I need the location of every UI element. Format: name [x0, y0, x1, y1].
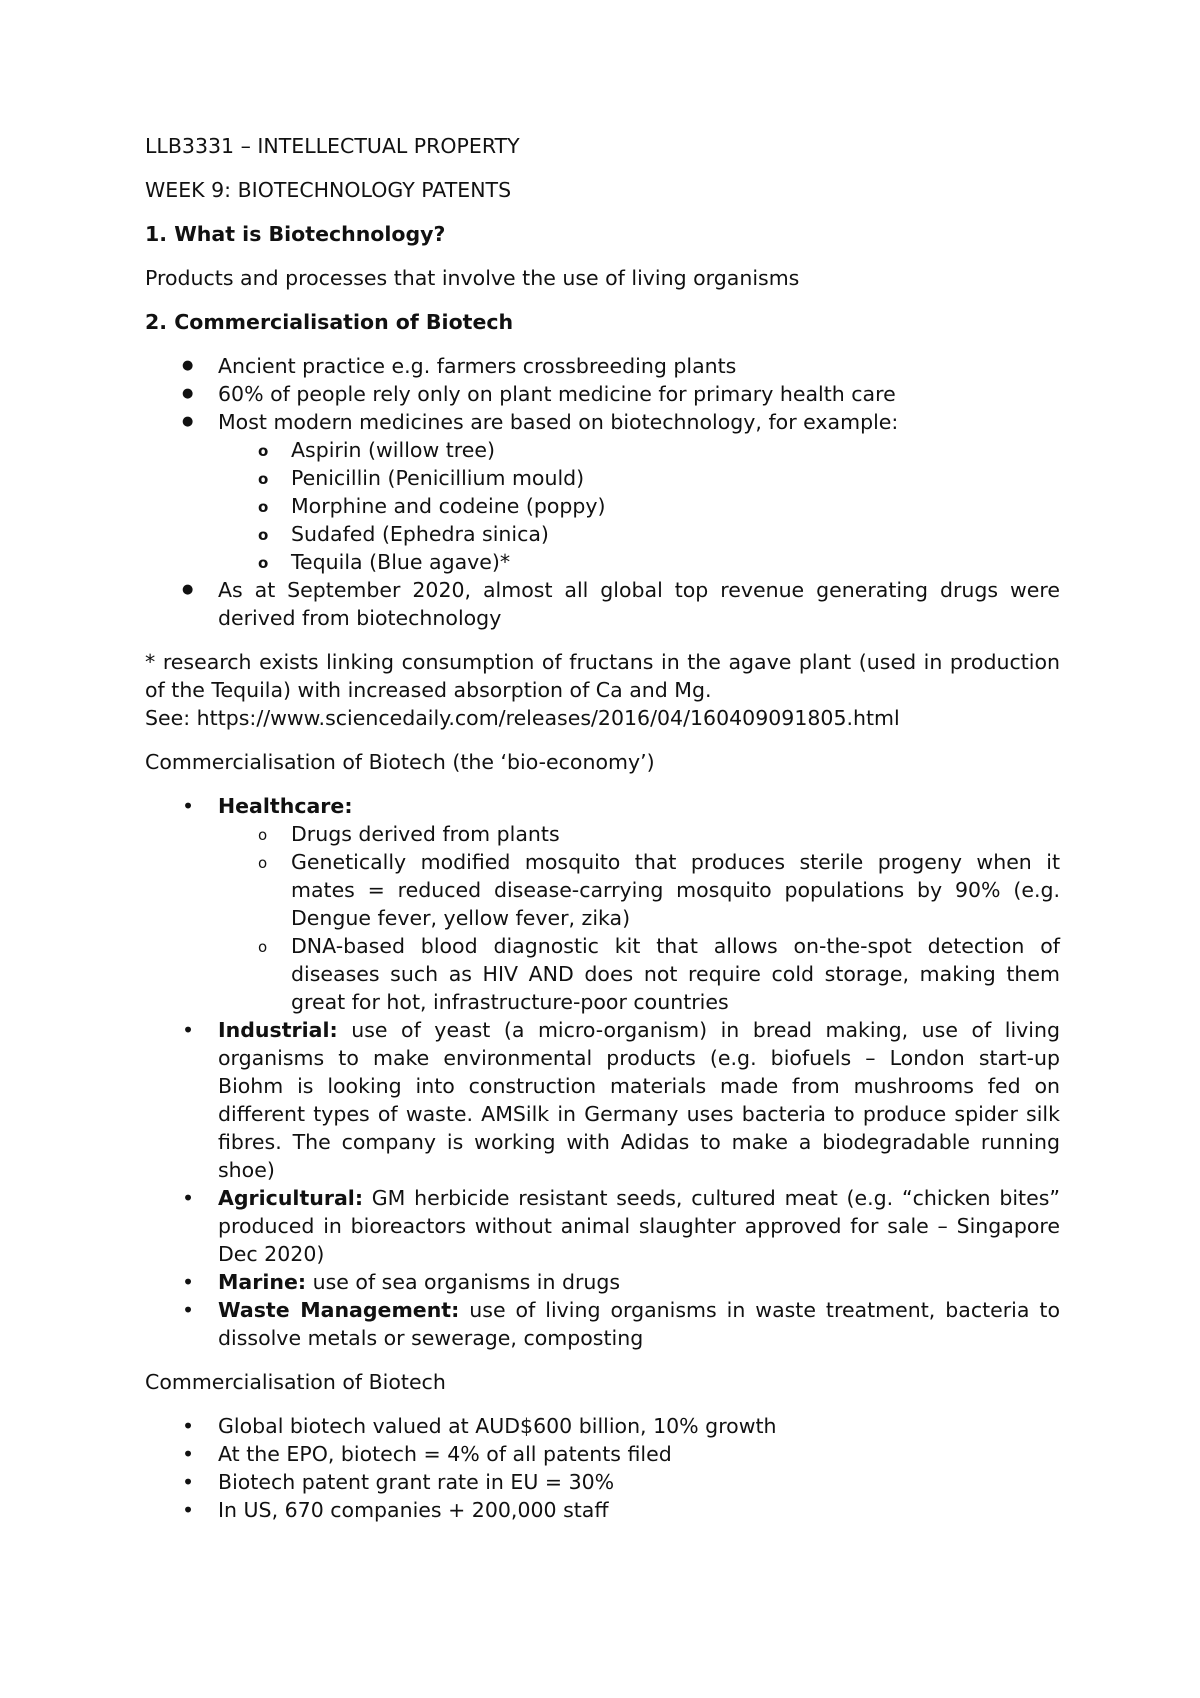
sub-list-item [145, 492, 1060, 520]
agricultural-text: GM herbicide resistant seeds, cultured meat (e.g. “chicken bites” produced in bioreactors without animal slaughter approved for sale – Singapore Dec 2020) [218, 1186, 1060, 1266]
bullet-icon: ● [182, 386, 194, 401]
list-item [145, 1412, 1060, 1440]
list-item-text: At the EPO, biotech = 4% of all patents filed [218, 1442, 672, 1466]
bullet-icon: • [182, 1298, 195, 1322]
list-item-text: Most modern medicines are based on biotechnology, for example: [218, 410, 899, 434]
sub-bullet-icon: o [258, 826, 268, 844]
sub-bullet-icon: o [258, 470, 269, 488]
sub-list-item [145, 464, 1060, 492]
list-item-healthcare [145, 792, 1060, 1016]
sub-list-item-text: Morphine and codeine (poppy) [291, 494, 606, 518]
section-heading-what-is-biotech: 1. What is Biotechnology? [145, 222, 446, 246]
footnote-text: * research exists linking consumption of fructans in the agave plant (used in production of the Tequila) with increased absorption of Ca and Mg. [145, 650, 1060, 702]
list-item [145, 1440, 1060, 1468]
bullet-icon: • [182, 1498, 195, 1522]
list-item [145, 352, 1060, 380]
bullet-icon: • [182, 1414, 195, 1438]
course-title: LLB3331 – INTELLECTUAL PROPERTY [145, 134, 520, 158]
bullet-icon: ● [182, 582, 194, 597]
commercialisation-list [145, 352, 1060, 632]
bullet-icon: • [182, 1442, 195, 1466]
bullet-icon: • [182, 1186, 195, 1210]
waste-text: use of living organisms in waste treatment, bacteria to dissolve metals or sewerage, composting [218, 1298, 1060, 1350]
industrial-text: use of yeast (a micro-organism) in bread making, use of living organisms to make environmental products (e.g. biofuels – London start-up Biohm is looking into construction materials made from mushrooms fed on different types of waste. AMSilk in Germany uses bacteria to produce spider silk fibres. The company is working with Adidas to make a biodegradable running shoe) [218, 1018, 1060, 1182]
biotech-definition: Products and processes that involve the use of living organisms [145, 266, 800, 290]
marine-text: use of sea organisms in drugs [306, 1270, 621, 1294]
sub-bullet-icon: o [258, 498, 269, 516]
marine-label: Marine: [218, 1270, 307, 1294]
bullet-icon: • [182, 1470, 195, 1494]
list-item-text: In US, 670 companies + 200,000 staff [218, 1498, 609, 1522]
stats-heading: Commercialisation of Biotech [145, 1370, 446, 1394]
stats-list [145, 1412, 1060, 1524]
sub-list-item [145, 520, 1060, 548]
sub-list-item [145, 820, 1060, 848]
sub-list-item [145, 932, 1060, 1016]
list-item-text: Global biotech valued at AUD$600 billion, 10% growth [218, 1414, 777, 1438]
sub-list-item-text: Genetically modified mosquito that produces sterile progeny when it mates = reduced disease-carrying mosquito populations by 90% (e.g. Dengue fever, yellow fever, zika) [291, 850, 1060, 930]
sub-bullet-icon: o [258, 526, 269, 544]
week-title: WEEK 9: BIOTECHNOLOGY PATENTS [145, 178, 512, 202]
list-item-text: Ancient practice e.g. farmers crossbreeding plants [218, 354, 737, 378]
sub-list-item-text: Penicillin (Penicillium mould) [291, 466, 585, 490]
sub-list-item-text: Aspirin (willow tree) [291, 438, 495, 462]
bullet-icon: • [182, 794, 195, 818]
sub-bullet-icon: o [258, 554, 269, 572]
bullet-icon: ● [182, 358, 194, 373]
bioeconomy-heading: Commercialisation of Biotech (the ‘bio-economy’) [145, 750, 655, 774]
list-item-industrial [145, 1016, 1060, 1184]
bioeconomy-list [145, 792, 1060, 1352]
list-item-text: As at September 2020, almost all global top revenue generating drugs were derived from biotechnology [218, 578, 1060, 630]
sub-list-item-text: Sudafed (Ephedra sinica) [291, 522, 549, 546]
footnote-link[interactable]: See: https://www.sciencedaily.com/releases/2016/04/160409091805.html [145, 706, 900, 730]
list-item [145, 1468, 1060, 1496]
sub-list-item-text: Drugs derived from plants [291, 822, 560, 846]
agricultural-label: Agricultural: [218, 1186, 364, 1210]
sub-bullet-icon: o [258, 854, 268, 872]
list-item-text: Biotech patent grant rate in EU = 30% [218, 1470, 615, 1494]
sub-list-item-text: DNA-based blood diagnostic kit that allows on-the-spot detection of diseases such as HIV AND does not require cold storage, making them great for hot, infrastructure-poor countries [291, 934, 1060, 1014]
sub-bullet-icon: o [258, 442, 269, 460]
list-item-agricultural [145, 1184, 1060, 1268]
industrial-label: Industrial: [218, 1018, 338, 1042]
sub-bullet-icon: o [258, 938, 268, 956]
bullet-icon: • [182, 1018, 195, 1042]
sub-list-item-text: Tequila (Blue agave)* [291, 550, 511, 574]
list-item-waste [145, 1296, 1060, 1352]
list-item [145, 380, 1060, 408]
list-item [145, 1496, 1060, 1524]
waste-label: Waste Management: [218, 1298, 460, 1322]
sub-list-item [145, 848, 1060, 932]
list-item-marine [145, 1268, 1060, 1296]
bullet-icon: • [182, 1270, 195, 1294]
sub-list-item [145, 436, 1060, 464]
section-heading-commercialisation: 2. Commercialisation of Biotech [145, 310, 514, 334]
bullet-icon: ● [182, 414, 194, 429]
list-item [145, 408, 1060, 576]
document-page [145, 132, 1060, 1540]
list-item-text: 60% of people rely only on plant medicine for primary health care [218, 382, 896, 406]
healthcare-label: Healthcare: [218, 794, 353, 818]
sub-list-item [145, 548, 1060, 576]
list-item [145, 576, 1060, 632]
